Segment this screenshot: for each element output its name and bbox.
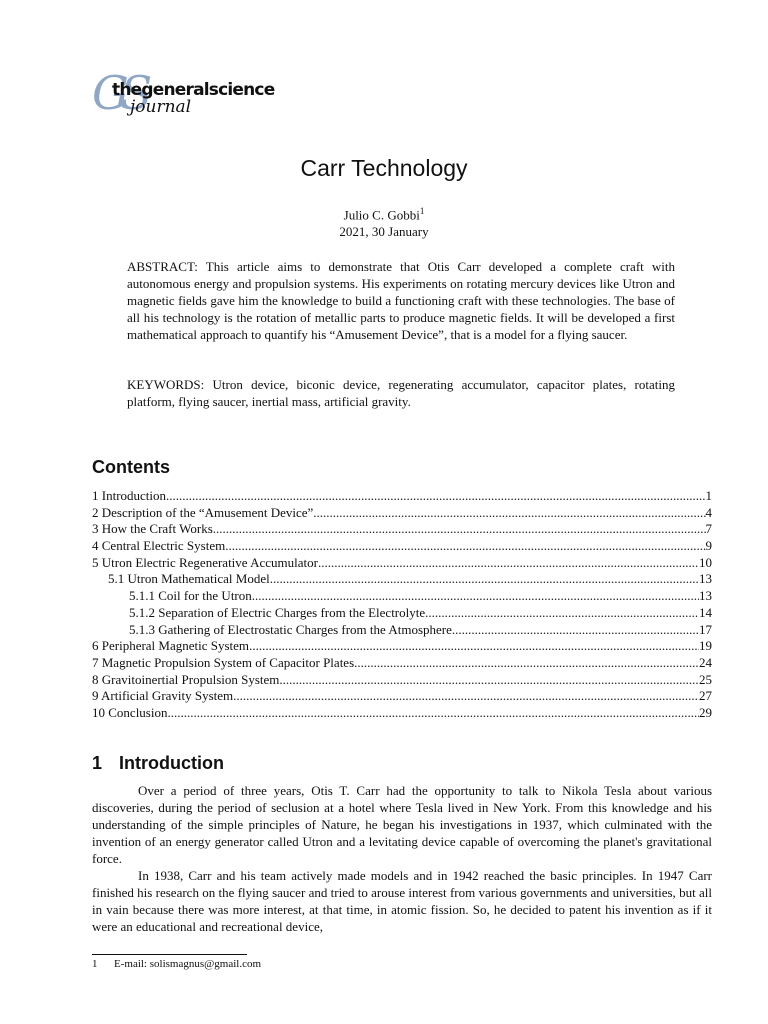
toc-entry-title: 2 Description of the “Amusement Device” bbox=[92, 504, 314, 520]
toc-leader bbox=[270, 571, 699, 588]
toc-entry-title: 10 Conclusion bbox=[92, 704, 168, 720]
contents-heading: Contents bbox=[92, 457, 170, 477]
table-of-contents bbox=[92, 488, 712, 722]
toc-entry-page: 27 bbox=[699, 688, 712, 704]
toc-entry-title: 3 How the Craft Works bbox=[92, 521, 213, 537]
toc-entry-title: 1 Introduction bbox=[92, 488, 167, 503]
toc-entry[interactable] bbox=[92, 688, 712, 705]
toc-entry[interactable] bbox=[92, 505, 712, 522]
toc-leader bbox=[213, 521, 706, 538]
section-body bbox=[92, 782, 712, 935]
toc-leader bbox=[452, 622, 699, 639]
toc-entry-page: 10 bbox=[699, 554, 712, 570]
toc-entry-page: 9 bbox=[705, 538, 712, 554]
toc-entry[interactable] bbox=[92, 488, 712, 505]
abstract: ABSTRACT: This article aims to demonstrate that Otis Carr developed a complete craft with autonomous energy and propulsion systems. His experiments on rotating mercury devices like Utron and magnetic fields gave him the knowledge to build a functioning craft with these technologies. The base of all his technology is the rotation of metallic parts to produce magnetic fields. It will be developed a first mathematical approach to quantify his “Amusement Device”, that is a model for a flying saucer. bbox=[127, 259, 675, 342]
toc-entry-title: 5.1 Utron Mathematical Model bbox=[108, 571, 270, 587]
logo-text-line1: thegeneralscience bbox=[112, 80, 275, 100]
toc-leader bbox=[166, 488, 705, 505]
toc-entry-page: 25 bbox=[699, 671, 712, 687]
logo-monogram: GS bbox=[92, 66, 145, 120]
toc-entry[interactable] bbox=[92, 521, 712, 538]
toc-entry-page: 1 bbox=[705, 488, 712, 503]
toc-entry-page: 17 bbox=[699, 621, 712, 637]
toc-entry[interactable] bbox=[92, 655, 712, 672]
toc-entry-page: 13 bbox=[699, 588, 712, 604]
toc-entry[interactable] bbox=[92, 605, 712, 622]
toc-entry[interactable] bbox=[92, 638, 712, 655]
author-footnote-mark: 1 bbox=[419, 206, 425, 216]
toc-entry[interactable] bbox=[92, 571, 712, 588]
toc-entry[interactable] bbox=[92, 555, 712, 572]
toc-entry-page: 14 bbox=[699, 604, 712, 620]
toc-entry[interactable] bbox=[92, 672, 712, 689]
toc-leader bbox=[225, 538, 705, 555]
paper-title: Carr Technology bbox=[300, 155, 468, 181]
toc-entry-title: 8 Gravitoinertial Propulsion System bbox=[92, 671, 280, 687]
logo-text-line2: journal bbox=[130, 97, 192, 117]
toc-leader bbox=[425, 605, 699, 622]
toc-entry[interactable] bbox=[92, 622, 712, 639]
toc-entry-title: 7 Magnetic Propulsion System of Capacitor Plates bbox=[92, 654, 355, 670]
toc-entry-title: 6 Peripheral Magnetic System bbox=[92, 638, 250, 654]
toc-entry[interactable] bbox=[92, 588, 712, 605]
footnote-rule bbox=[92, 954, 247, 955]
toc-entry-page: 29 bbox=[699, 704, 712, 720]
author-line bbox=[0, 206, 768, 223]
toc-leader bbox=[167, 705, 699, 722]
toc-entry-page: 7 bbox=[705, 521, 712, 537]
section-number: 1 bbox=[92, 753, 103, 773]
section-heading bbox=[92, 753, 224, 774]
toc-leader bbox=[252, 588, 699, 605]
toc-entry-title: 5.1.1 Coil for the Utron bbox=[129, 588, 252, 604]
footnote bbox=[92, 958, 261, 970]
toc-entry-title: 5 Utron Electric Regenerative Accumulator bbox=[92, 554, 318, 570]
author-name: Julio C. Gobbi bbox=[343, 207, 420, 223]
toc-entry-page: 13 bbox=[699, 571, 712, 587]
toc-leader bbox=[354, 655, 699, 672]
toc-leader bbox=[279, 672, 699, 689]
paper-date: 2021, 30 January bbox=[339, 224, 429, 239]
toc-leader bbox=[233, 688, 699, 705]
toc-entry-page: 24 bbox=[699, 654, 712, 670]
toc-entry-page: 19 bbox=[699, 638, 712, 654]
toc-entry-title: 9 Artificial Gravity System bbox=[92, 688, 234, 704]
footnote-text[interactable]: E-mail: solismagnus@gmail.com bbox=[114, 958, 262, 970]
toc-entry[interactable] bbox=[92, 705, 712, 722]
toc-leader bbox=[318, 555, 699, 572]
toc-leader bbox=[249, 638, 699, 655]
toc-leader bbox=[313, 505, 705, 522]
section-title: Introduction bbox=[119, 753, 224, 773]
toc-entry-title: 4 Central Electric System bbox=[92, 538, 226, 554]
toc-entry-title: 5.1.3 Gathering of Electrostatic Charges from the Atmosphere bbox=[129, 621, 452, 637]
body-paragraph: In 1938, Carr and his team actively made models and in 1942 reached the basic principles. In 1947 Carr finished his research on the flying saucer and tried to arouse interest from various governments and universities, but all in vain because there was more interest, at that time, in atomic fission. So, he decided to patent his invention as if it were an educational and recreational device, bbox=[92, 868, 712, 934]
journal-logo bbox=[92, 66, 292, 120]
footnote-number: 1 bbox=[92, 958, 98, 970]
toc-entry-title: 5.1.2 Separation of Electric Charges from the Electrolyte bbox=[129, 604, 426, 620]
toc-entry-page: 4 bbox=[705, 504, 712, 520]
body-paragraph: Over a period of three years, Otis T. Carr had the opportunity to talk to Nikola Tesla about various discoveries, during the period of seclusion at a hotel where Tesla lived in New York. From this knowledge and his understanding of the simple principles of Nature, he began his investigations in 1937, which culminated with the invention of an energy generator called Utron and a levitating device capable of overcoming the planet's gravitational force. bbox=[92, 783, 712, 866]
toc-entry[interactable] bbox=[92, 538, 712, 555]
keywords: KEYWORDS: Utron device, biconic device, regenerating accumulator, capacitor plates, rotating platform, flying saucer, inertial mass, artificial gravity. bbox=[127, 377, 675, 409]
